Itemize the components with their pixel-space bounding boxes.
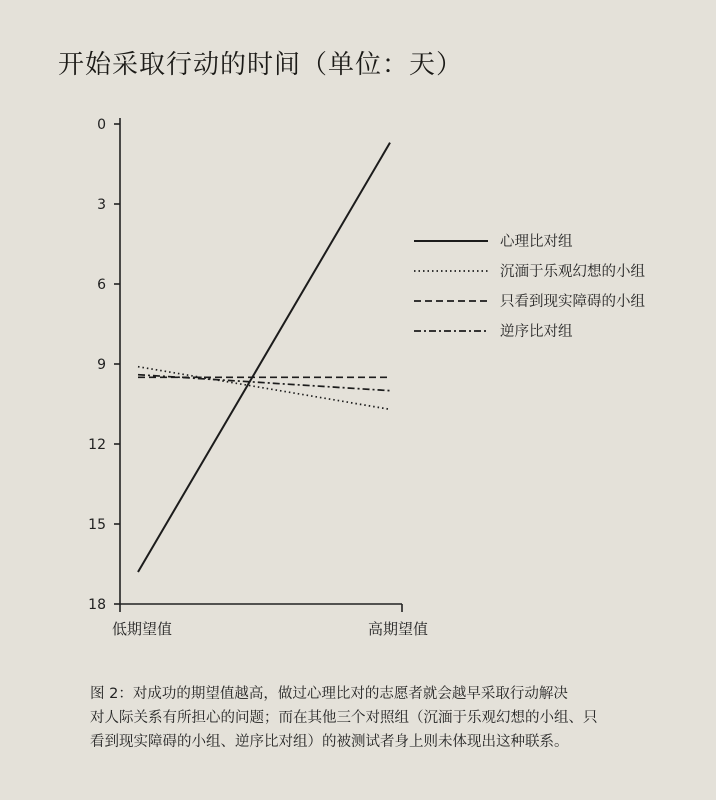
y-tick-label: 18 — [88, 597, 106, 613]
series-line-1 — [138, 143, 390, 572]
x-tick-label: 高期望值 — [367, 620, 429, 638]
caption-line-1: 图 2：对成功的期望值越高，做过心理比对的志愿者就会越早采取行动解决 — [90, 686, 568, 702]
y-tick-label: 3 — [97, 197, 106, 213]
y-tick-label: 12 — [88, 437, 106, 453]
y-tick-label: 6 — [97, 277, 106, 293]
legend-label-1: 心理比对组 — [500, 234, 573, 250]
y-tick-label: 15 — [88, 517, 106, 533]
y-tick-label: 0 — [97, 117, 106, 133]
legend-label-3: 只看到现实障碍的小组 — [500, 294, 645, 310]
x-tick-label: 低期望值 — [111, 620, 173, 638]
caption-line-3: 看到现实障碍的小组、逆序比对组）的被测试者身上则未体现出这种联系。 — [90, 734, 569, 750]
caption-line-2: 对人际关系有所担心的问题；而在其他三个对照组（沉湎于乐观幻想的小组、只 — [90, 710, 598, 726]
legend-label-2: 沉湎于乐观幻想的小组 — [500, 264, 645, 280]
legend-label-4: 逆序比对组 — [500, 324, 573, 340]
figure-caption — [90, 682, 680, 754]
chart-title: 开始采取行动的时间（单位：天） — [58, 50, 464, 80]
y-tick-label: 9 — [97, 357, 106, 373]
